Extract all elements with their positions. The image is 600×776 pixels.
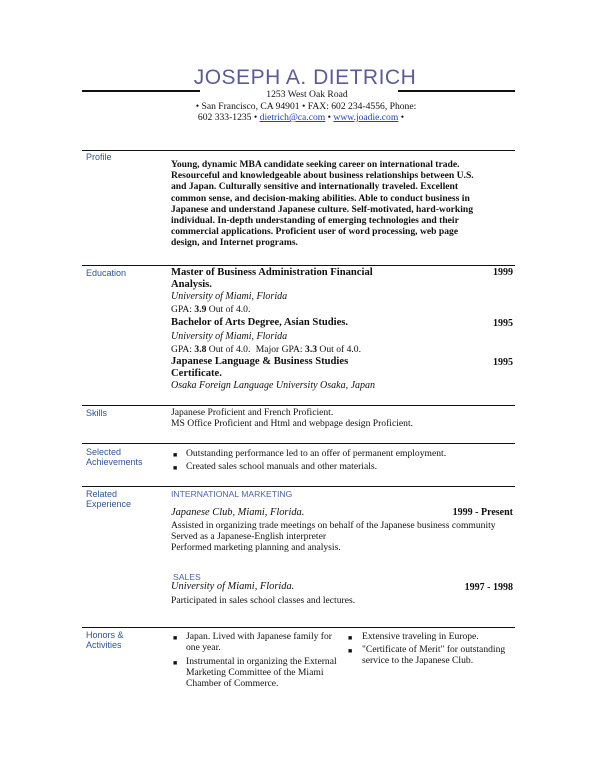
job-duties — [171, 520, 496, 554]
bullet-icon: ■ — [173, 451, 178, 459]
phone-2: 602 333-1235 — [197, 112, 252, 123]
degree-title: Japanese Language & Business Studies — [171, 356, 349, 367]
honor-line: service to the Japanese Club. — [362, 655, 474, 667]
profile-rule — [82, 150, 515, 151]
education-rule — [82, 265, 515, 266]
honor-item — [362, 644, 505, 666]
job-heading: INTERNATIONAL MARKETING — [171, 489, 293, 499]
profile-line: individual. In-depth understanding of emerging technologies and their — [171, 215, 459, 227]
gpa-scale: Out of 4.0. — [208, 344, 251, 356]
duty-line: Served as a Japanese-English interpreter — [171, 531, 327, 543]
achievements-label-line: Achievements — [86, 457, 143, 467]
gpa-scale: Out of 4.0. — [208, 304, 251, 316]
skill-line: MS Office Proficient and Html and webpage design Proficient. — [171, 418, 414, 430]
bullet-icon: ■ — [348, 634, 353, 642]
honor-item — [186, 631, 332, 653]
resume-name: JOSEPH A. DIETRICH — [193, 66, 417, 89]
employer: University of Miami, Florida. — [171, 581, 295, 592]
degree-year: 1999 — [493, 267, 513, 278]
honor-line: Instrumental in organizing the External — [186, 656, 337, 667]
bullet: • — [400, 112, 405, 123]
honors-label-line: Honors & — [86, 630, 124, 640]
bullet-icon: ■ — [348, 647, 353, 655]
skill-line: Japanese Proficient and French Proficient. — [171, 407, 334, 418]
job-duty-line: Participated in sales school classes and lectures. — [171, 595, 356, 606]
degree-title: Bachelor of Arts Degree, Asian Studies. — [171, 317, 349, 328]
degree-title: Master of Business Administration Financial — [171, 267, 373, 278]
degree-year: 1995 — [493, 357, 513, 368]
achievement-item: Outstanding performance led to an offer of permanent employment. — [186, 448, 447, 459]
degree-year: 1995 — [493, 318, 513, 329]
bullet-icon: ■ — [173, 659, 178, 667]
education-label: Education — [86, 268, 127, 278]
major-gpa-scale: Out of 4.0. — [319, 344, 361, 356]
skills-text — [171, 407, 413, 429]
bullet-icon: ■ — [173, 634, 178, 642]
gpa-value: 3.8 — [194, 344, 207, 356]
employer: Japanese Club, Miami, Florida. — [171, 507, 305, 518]
profile-line: and Japan. Culturally sensitive and internationally traveled. Excellent — [171, 181, 459, 193]
achievements-rule — [82, 443, 515, 444]
gpa-label: GPA: — [171, 344, 192, 356]
skills-label: Skills — [86, 408, 108, 418]
major-gpa-value: 3.3 — [305, 344, 318, 356]
bullet: • — [327, 112, 334, 123]
duty-line: Performed marketing planning and analysis. — [171, 542, 341, 554]
website-link[interactable]: www.joadie.com — [333, 112, 399, 123]
gpa-label: GPA: — [171, 304, 192, 316]
experience-label-line: Related — [86, 489, 118, 499]
honor-line: Marketing Committee of the Miami — [186, 667, 324, 679]
gpa-value: 3.9 — [194, 304, 207, 316]
school-name: Osaka Foreign Language University Osaka, Japan — [171, 380, 376, 391]
skills-rule — [82, 405, 515, 406]
gpa-line — [171, 304, 516, 315]
contact-line: • San Francisco, CA 94901 • FAX: 602 234-4556, Phone: — [195, 101, 417, 112]
education-entry — [171, 267, 516, 315]
duty-line: Assisted in organizing trade meetings on behalf of the Japanese business community — [171, 520, 496, 531]
honor-item — [186, 656, 337, 690]
honors-label-line: Activities — [86, 640, 122, 650]
experience-label-line: Experience — [86, 499, 132, 509]
degree-title: Analysis. — [171, 279, 212, 290]
job-heading: SALES — [173, 572, 201, 582]
experience-rule — [82, 486, 515, 487]
profile-line: Japanese and understand Japanese culture. Self-motivated, hard-working — [171, 203, 474, 215]
school-name: University of Miami, Florida — [171, 291, 288, 302]
job-dates: 1999 - Present — [452, 507, 513, 518]
address-line: 1253 West Oak Road — [266, 89, 348, 100]
job-dates: 1997 - 1998 — [464, 582, 513, 593]
honors-label — [86, 630, 124, 650]
achievements-label-line: Selected — [86, 447, 122, 457]
bullet-icon: ■ — [173, 464, 178, 472]
honor-item — [362, 631, 479, 642]
bullet: • — [253, 112, 260, 123]
honor-line: one year. — [186, 642, 221, 654]
profile-line: Resourceful and knowledgeable about business relationships between U.S. — [171, 170, 474, 182]
profile-line: common sense, and decision-making abilities. Able to conduct business in — [171, 192, 470, 204]
honor-line: Chamber of Commerce. — [186, 678, 279, 690]
honors-rule — [82, 627, 515, 628]
education-entry — [171, 317, 516, 355]
profile-line: commercial applications. Proficient user of word processing, web page — [171, 226, 459, 238]
honor-line: Extensive traveling in Europe. — [362, 631, 479, 642]
profile-line: Young, dynamic MBA candidate seeking career on international trade. — [171, 159, 460, 170]
profile-label: Profile — [86, 152, 112, 162]
profile-text — [171, 159, 521, 249]
contact-line-2 — [0, 112, 600, 123]
achievements-label — [86, 447, 143, 467]
degree-title: Certificate. — [171, 368, 222, 379]
honor-line: "Certificate of Merit" for outstanding — [362, 644, 506, 655]
major-gpa-label: Major GPA: — [255, 344, 303, 356]
email-link[interactable]: dietrich@ca.com — [259, 112, 326, 123]
education-entry — [171, 356, 516, 391]
experience-label — [86, 489, 131, 509]
achievement-item: Created sales school manuals and other materials. — [186, 461, 378, 472]
profile-line: design, and Internet programs. — [171, 237, 298, 249]
school-name: University of Miami, Florida — [171, 331, 288, 342]
honor-line: Japan. Lived with Japanese family for — [186, 631, 332, 642]
gpa-line — [171, 344, 516, 355]
